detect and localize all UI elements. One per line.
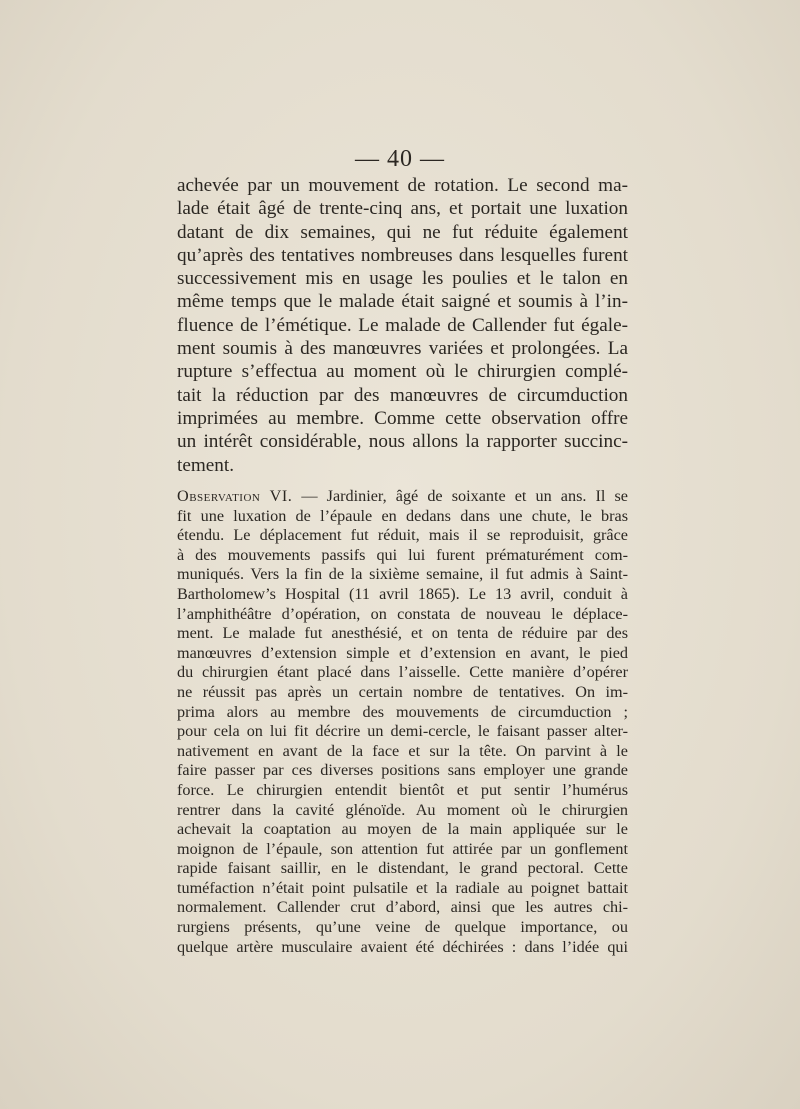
text-line: pour cela on lui fit décrire un demi-cercle, le faisant passer alter- — [177, 722, 628, 741]
text-line: rentrer dans la cavité glénoïde. Au moment où le chirurgien — [177, 800, 628, 819]
text-line: normalement. Callender crut d’abord, ainsi que les autres chi- — [177, 898, 628, 917]
text-line: quelque artère musculaire avaient été déchirées : dans l’idée qui — [177, 937, 628, 956]
text-line: qu’après des tentatives nombreuses dans lesquelles furent — [177, 244, 628, 266]
text-line: du chirurgien étant placé dans l’aisselle. Cette manière d’opérer — [177, 663, 628, 682]
page-number: — 40 — — [355, 146, 445, 172]
observation-heading: Observation VI. — [177, 487, 293, 505]
text-line: tait la réduction par des manœuvres de circumduction — [177, 384, 628, 406]
text-line: même temps que le malade était saigné et soumis à l’in- — [177, 291, 628, 313]
text-line: moignon de l’épaule, son attention fut attirée par un gonflement — [177, 839, 628, 858]
text-line: ment soumis à des manœuvres variées et prolongées. La — [177, 338, 628, 360]
text-line: étendu. Le déplacement fut réduit, mais il se reproduisit, grâce — [177, 526, 628, 545]
observation-lines — [177, 507, 628, 958]
text-line: rurgiens présents, qu’une veine de quelque importance, ou — [177, 918, 628, 937]
text-line: successivement mis en usage les poulies et le talon en — [177, 268, 628, 290]
text-line: nativement en avant de la face et sur la tête. On parvint à le — [177, 741, 628, 760]
text-line: un intérêt considérable, nous allons la rapporter succinc- — [177, 431, 628, 453]
text-line: ne réussit pas après un certain nombre de tentatives. On im- — [177, 682, 628, 701]
text-line: à des mouvements passifs qui lui furent prématurément com- — [177, 545, 628, 564]
text-line: fluence de l’émétique. Le malade de Callender fut égale- — [177, 314, 628, 336]
text-line: lade était âgé de trente-cinq ans, et portait une luxation — [177, 198, 628, 220]
text-line: manœuvres d’extension simple et d’extension en avant, le pied — [177, 643, 628, 662]
text-line: faire passer par ces diverses positions sans employer une grande — [177, 761, 628, 780]
observation-first-line-text: — Jardinier, âgé de soixante et un ans. Il se — [292, 487, 628, 505]
text-line: force. Le chirurgien entendit bientôt et put sentir l’humérus — [177, 780, 628, 799]
text-line: imprimées au membre. Comme cette observation offre — [177, 407, 628, 429]
text-line: muniqués. Vers la fin de la sixième semaine, il fut admis à Saint- — [177, 565, 628, 584]
text-line: tuméfaction n’était point pulsatile et la radiale au poignet battait — [177, 878, 628, 897]
text-line: datant de dix semaines, qui ne fut réduite également — [177, 221, 628, 243]
text-line: l’amphithéâtre d’opération, on constata de nouveau le déplace- — [177, 604, 628, 623]
observation-paragraph — [177, 487, 628, 957]
text-line: Bartholomew’s Hospital (11 avril 1865). Le 13 avril, conduit à — [177, 584, 628, 603]
text-line: achevée par un mouvement de rotation. Le second ma- — [177, 175, 628, 196]
text-line: tement. — [177, 454, 235, 476]
text-line: prima alors au membre des mouvements de circumduction ; — [177, 702, 628, 721]
text-line: fit une luxation de l’épaule en dedans dans une chute, le bras — [177, 506, 628, 525]
text-line: rapide faisant saillir, en le distendant, le grand pectoral. Cette — [177, 859, 628, 878]
main-paragraph — [177, 174, 628, 477]
observation-first-line — [177, 487, 628, 507]
text-line: rupture s’effectua au moment où le chirurgien complé- — [177, 361, 628, 383]
text-line: achevait la coaptation au moyen de la main appliquée sur le — [177, 820, 628, 839]
text-line: ment. Le malade fut anesthésié, et on tenta de réduire par des — [177, 624, 628, 643]
